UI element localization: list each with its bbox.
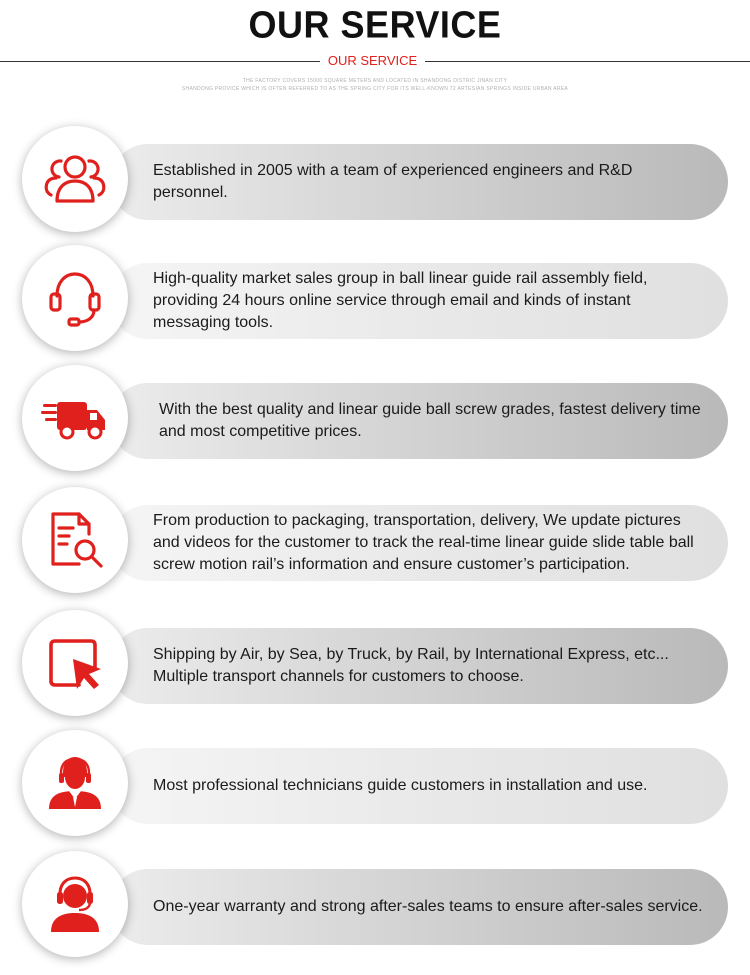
service-item-2 xyxy=(0,245,750,355)
service-pill xyxy=(110,505,728,581)
fine-print-line-1: THE FACTORY COVERS 15000 SQUARE METERS AND LOCATED IN SHANDONG DISTRIC JINAN CITY xyxy=(242,78,508,84)
service-text: High-quality market sales group in ball linear guide rail assembly field, providing 24 hours online service through email and kinds of instant messaging tools. xyxy=(153,270,648,331)
service-pill xyxy=(110,748,728,824)
service-pill xyxy=(110,869,728,945)
service-text: One-year warranty and strong after-sales teams to ensure after-sales service. xyxy=(153,898,703,915)
service-icon-badge xyxy=(22,610,128,716)
service-icon-badge xyxy=(22,365,128,471)
service-text: With the best quality and linear guide ball screw grades, fastest delivery time and most competitive prices. xyxy=(159,401,701,440)
service-text: From production to packaging, transportation, delivery, We update pictures and videos for the customer to track the real-time linear guide slide table ball screw motion rail’s information and ensure customer’s participation. xyxy=(153,512,694,573)
document-search-icon xyxy=(39,504,111,576)
service-icon-badge xyxy=(22,851,128,957)
service-text: Shipping by Air, by Sea, by Truck, by Rail, by International Express, etc... Multiple transport channels for customers to choose. xyxy=(153,646,669,685)
section-subtitle: OUR SERVICE xyxy=(327,53,418,68)
service-item-7 xyxy=(0,851,750,961)
service-item-6 xyxy=(0,730,750,840)
service-item-5 xyxy=(0,610,750,720)
service-icon-badge xyxy=(22,487,128,593)
service-item-4 xyxy=(0,487,750,597)
technician-icon xyxy=(39,747,111,819)
title-divider-left xyxy=(0,61,320,62)
service-item-3 xyxy=(0,365,750,475)
service-text: Most professional technicians guide customers in installation and use. xyxy=(153,777,648,794)
service-icon-badge xyxy=(22,730,128,836)
fine-print-line-2: SHANDONG PROVICE WHICH IS OFTEN REFERRED TO AS THE SPRING CITY FOR ITS WELL-KNOWN 72 ARTESIAN SPRINGS INSIDE URBAN AREA xyxy=(181,86,569,92)
service-pill xyxy=(110,383,728,459)
service-icon-badge xyxy=(22,245,128,351)
cursor-click-icon xyxy=(39,627,111,699)
service-icon-badge xyxy=(22,126,128,232)
title-divider-right xyxy=(425,61,750,62)
team-icon xyxy=(39,143,111,215)
service-item-1 xyxy=(0,126,750,236)
page-title: OUR SERVICE xyxy=(248,2,502,46)
headset-icon xyxy=(39,262,111,334)
service-text: Established in 2005 with a team of experienced engineers and R&D personnel. xyxy=(153,162,633,201)
service-pill xyxy=(110,144,728,220)
service-pill xyxy=(110,628,728,704)
delivery-truck-icon xyxy=(39,382,111,454)
support-agent-icon xyxy=(39,868,111,940)
service-pill xyxy=(110,263,728,339)
